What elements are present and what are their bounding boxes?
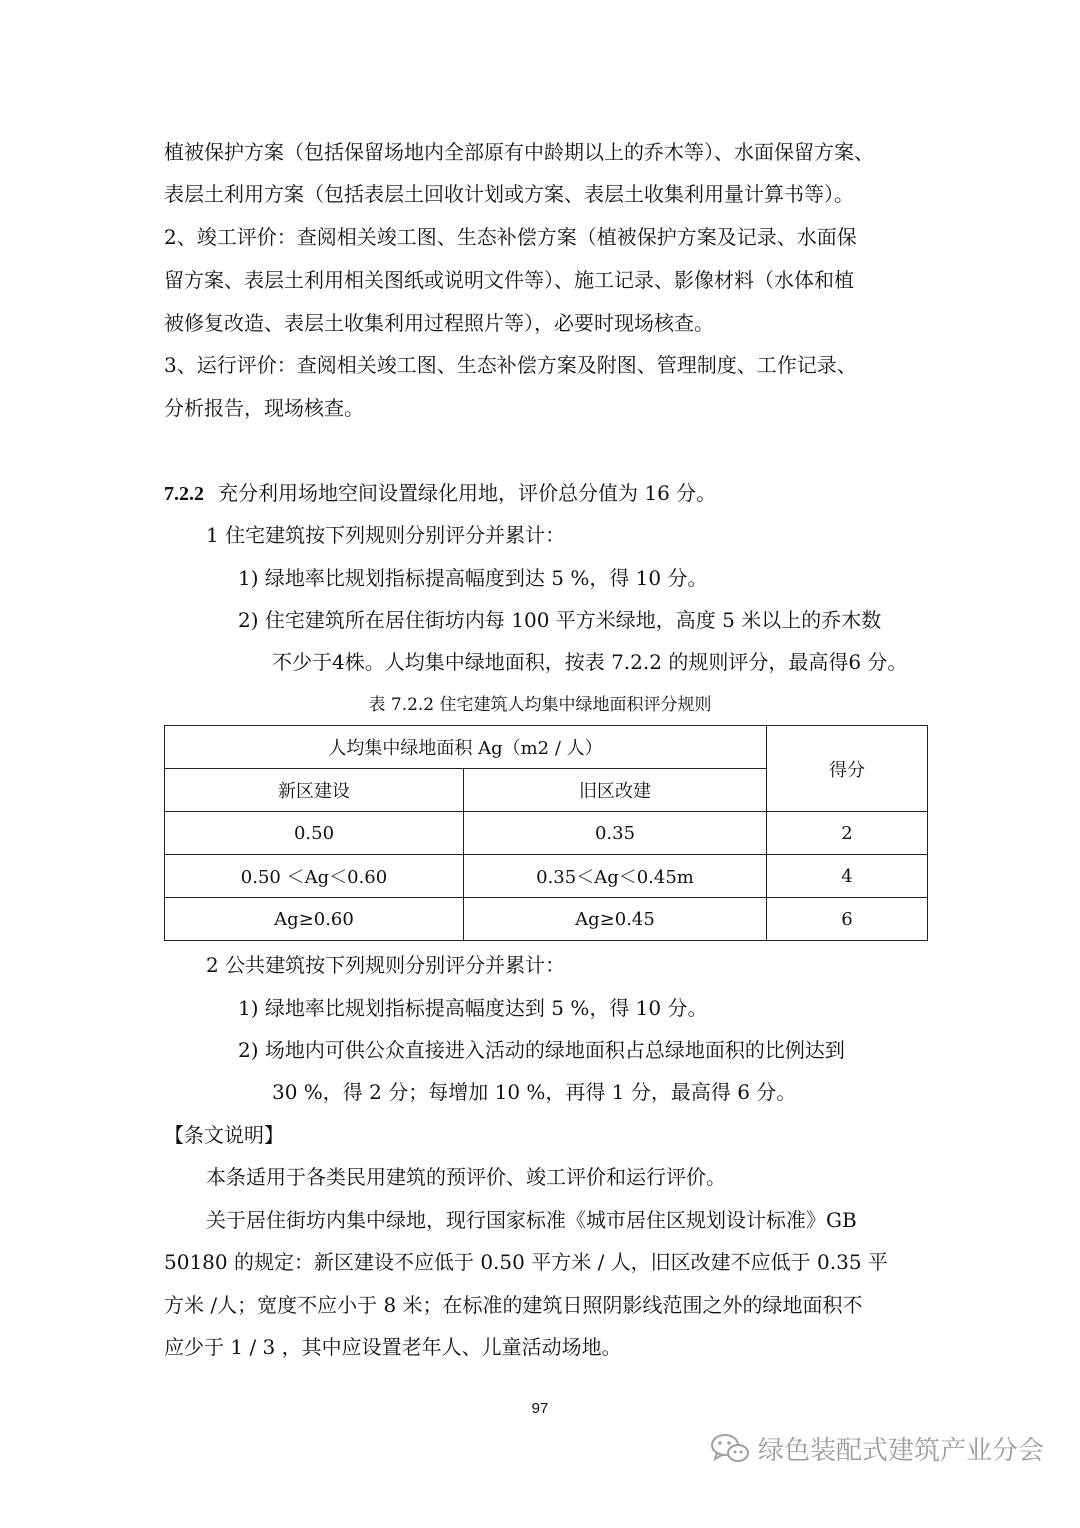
paragraph-line: 被修复改造、表层土收集利用过程照片等），必要时现场核查。 (164, 311, 714, 335)
rule-group-heading: 1 住宅建筑按下列规则分别评分并累计： (206, 523, 566, 547)
table-cell: 2 (767, 812, 928, 855)
section-number: 7.2.2 (164, 483, 204, 505)
table-caption: 表 7.2.2 住宅建筑人均集中绿地面积评分规则 (368, 695, 712, 715)
table-header-new: 新区建设 (165, 769, 464, 812)
table-row (165, 855, 928, 898)
rule-item: 2) 住宅建筑所在居住街坊内每 100 平方米绿地，高度 5 米以上的乔木数 (238, 608, 882, 632)
explanation-line: 本条适用于各类民用建筑的预评价、竣工评价和运行评价。 (206, 1165, 726, 1189)
watermark (710, 1430, 1044, 1467)
table-row (165, 898, 928, 941)
table-row (165, 812, 928, 855)
paragraph-line: 留方案、表层土利用相关图纸或说明文件等）、施工记录、影像材料（水体和植 (164, 268, 854, 292)
explanation-line: 方米 /人；宽度不应小于 8 米；在标准的建筑日照阴影线范围之外的绿地面积不 (164, 1293, 863, 1317)
explanation-title: 【条文说明】 (164, 1123, 284, 1147)
rule-item-continued: 30 %，得 2 分；每增加 10 %，再得 1 分，最高得 6 分。 (272, 1080, 797, 1104)
paragraph-line: 分析报告，现场核查。 (164, 396, 364, 420)
paragraph-line: 2、竣工评价：查阅相关竣工图、生态补偿方案（植被保护方案及记录、水面保 (164, 225, 857, 249)
explanation-line: 50180 的规定：新区建设不应低于 0.50 平方米 / 人，旧区改建不应低于 0.35 平 (164, 1250, 888, 1274)
explanation-line: 应少于 1 / 3 ，其中应设置老年人、儿童活动场地。 (164, 1335, 622, 1359)
table-cell: 0.50 (165, 812, 464, 855)
table-cell: 4 (767, 855, 928, 898)
table-cell: 0.35＜Ag＜0.45m (464, 855, 767, 898)
paragraph-line: 表层土利用方案（包括表层土回收计划或方案、表层土收集利用量计算书等）。 (164, 182, 854, 206)
section-title: 充分利用场地空间设置绿化用地，评价总分值为 16 分。 (218, 481, 717, 505)
rule-item: 1) 绿地率比规划指标提高幅度达到 5 %，得 10 分。 (238, 996, 708, 1020)
table-header-main: 人均集中绿地面积 Ag（m2 / 人） (165, 726, 767, 769)
table-cell: 0.35 (464, 812, 767, 855)
watermark-text: 绿色装配式建筑产业分会 (757, 1436, 1044, 1466)
section-heading (164, 478, 924, 509)
table-cell: 6 (767, 898, 928, 941)
table-cell: Ag≥0.60 (165, 898, 464, 941)
table-cell: Ag≥0.45 (464, 898, 767, 941)
rule-item: 2) 场地内可供公众直接进入活动的绿地面积占总绿地面积的比例达到 (238, 1038, 845, 1062)
page-number: 97 (531, 1400, 549, 1417)
wechat-icon (710, 1432, 750, 1466)
table-header-old: 旧区改建 (464, 769, 767, 812)
paragraph-line: 3、运行评价：查阅相关竣工图、生态补偿方案及附图、管理制度、工作记录、 (164, 353, 857, 377)
table-cell: 0.50 ＜Ag＜0.60 (165, 855, 464, 898)
paragraph-line: 植被保护方案（包括保留场地内全部原有中龄期以上的乔木等）、水面保留方案、 (164, 140, 874, 164)
score-table (164, 725, 928, 941)
rule-group-heading: 2 公共建筑按下列规则分别评分并累计： (206, 953, 566, 977)
table-header-score: 得分 (767, 726, 928, 812)
rule-item: 1) 绿地率比规划指标提高幅度到达 5 %，得 10 分。 (238, 566, 708, 590)
rule-item-continued: 不少于4株。人均集中绿地面积，按表 7.2.2 的规则评分，最高得6 分。 (272, 650, 908, 674)
explanation-line: 关于居住街坊内集中绿地，现行国家标准《城市居住区规划设计标准》GB (206, 1208, 857, 1232)
